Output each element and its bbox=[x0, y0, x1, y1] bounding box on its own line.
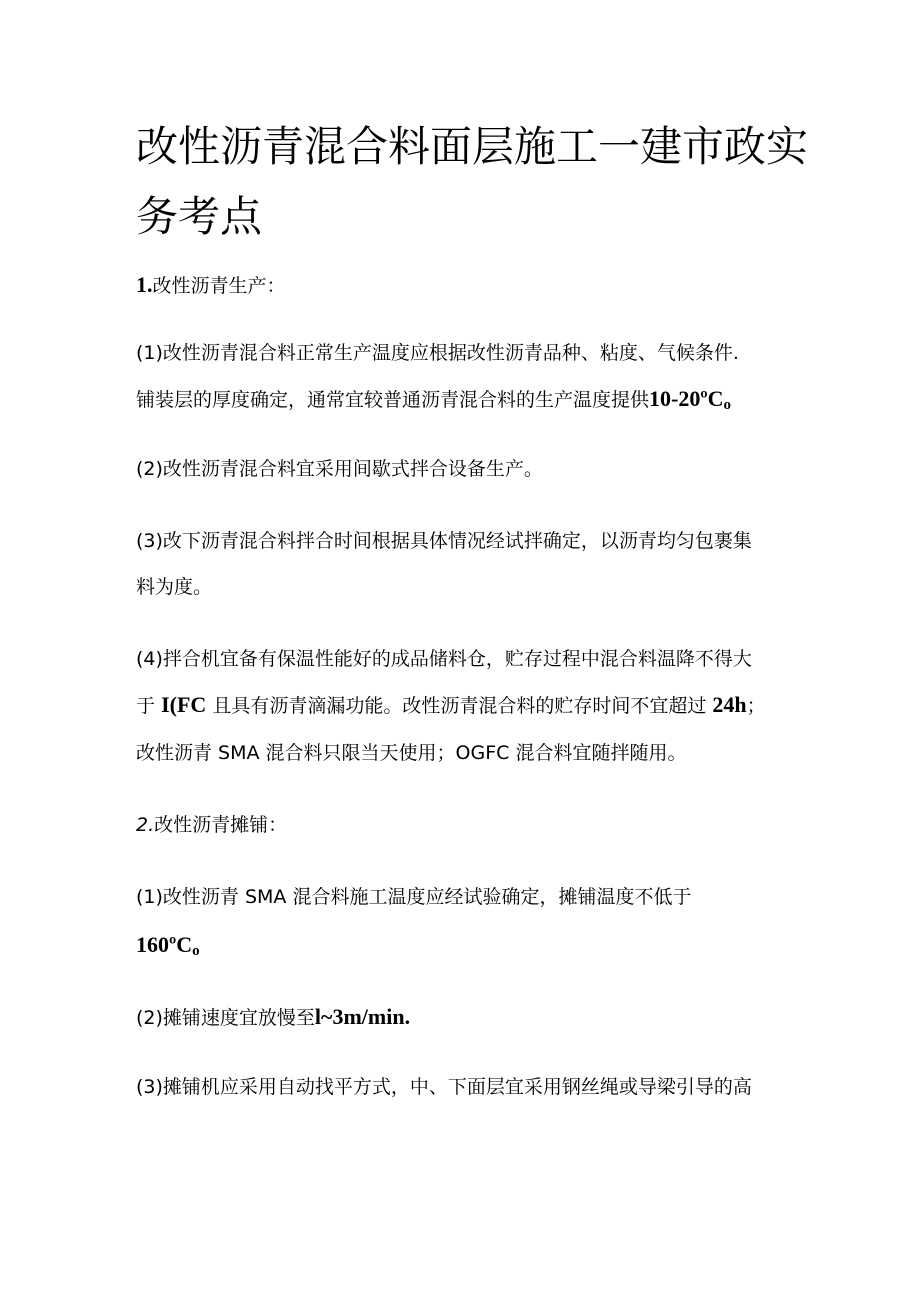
paragraph-line bbox=[136, 932, 200, 964]
paragraph-line: 改性沥青 SMA 混合料只限当天使用；OGFC 混合料宜随拌随用。 bbox=[136, 742, 687, 764]
paragraph-line bbox=[136, 386, 731, 418]
paragraph-text: 且具有沥青滴漏功能。改性沥青混合料的贮存时间不宜超过 bbox=[212, 695, 707, 717]
section-heading-2 bbox=[136, 812, 287, 838]
paragraph-line: (3)摊铺机应采用自动找平方式，中、下面层宜采用钢丝绳或导梁引导的高 bbox=[136, 1076, 752, 1098]
temperature-value bbox=[649, 386, 731, 411]
paragraph-line: 料为度。 bbox=[136, 576, 213, 598]
section-heading-1 bbox=[136, 272, 286, 299]
paragraph-text: (2)摊铺速度宜放慢至 bbox=[136, 1007, 315, 1029]
section-heading-text: 改性沥青摊铺： bbox=[154, 814, 288, 836]
paragraph-text: ； bbox=[746, 695, 766, 717]
section-number: 2. bbox=[136, 814, 155, 836]
paragraph-line: (1)改性沥青混合料正常生产温度应根据改性沥青品种、粘度、气候条件. bbox=[136, 342, 739, 364]
section-heading-text: 改性沥青生产： bbox=[152, 275, 286, 297]
time-value: 24h bbox=[712, 692, 747, 717]
document-title: 改性沥青混合料面层施工一建市政实务考点 bbox=[136, 122, 809, 241]
section-number: 1. bbox=[136, 272, 153, 297]
paragraph-text: 于 bbox=[136, 695, 156, 717]
temperature-value-text: 160ºC bbox=[136, 932, 193, 957]
temperature-suffix: o bbox=[723, 397, 731, 413]
temperature-value: I(FC bbox=[161, 692, 207, 717]
speed-value: l~3m/min. bbox=[314, 1004, 411, 1029]
paragraph-line bbox=[136, 692, 766, 719]
temperature-suffix: o bbox=[192, 943, 200, 959]
paragraph-line: (3)改下沥青混合料拌合时间根据具体情况经试拌确定，以沥青均匀包裹集 bbox=[136, 530, 752, 552]
paragraph-line: (1)改性沥青 SMA 混合料施工温度应经试验确定，摊铺温度不低于 bbox=[136, 886, 692, 908]
temperature-value bbox=[136, 932, 200, 957]
paragraph-text: 铺装层的厚度确定，通常宜较普通沥青混合料的生产温度提供 bbox=[136, 389, 650, 411]
temperature-value-text: 10-20ºC bbox=[649, 386, 724, 411]
paragraph-line bbox=[136, 1004, 410, 1031]
paragraph-line: (4)拌合机宜备有保温性能好的成品储料仓，贮存过程中混合料温降不得大 bbox=[136, 648, 752, 670]
paragraph-line: (2)改性沥青混合料宜采用间歇式拌合设备生产。 bbox=[136, 458, 543, 480]
